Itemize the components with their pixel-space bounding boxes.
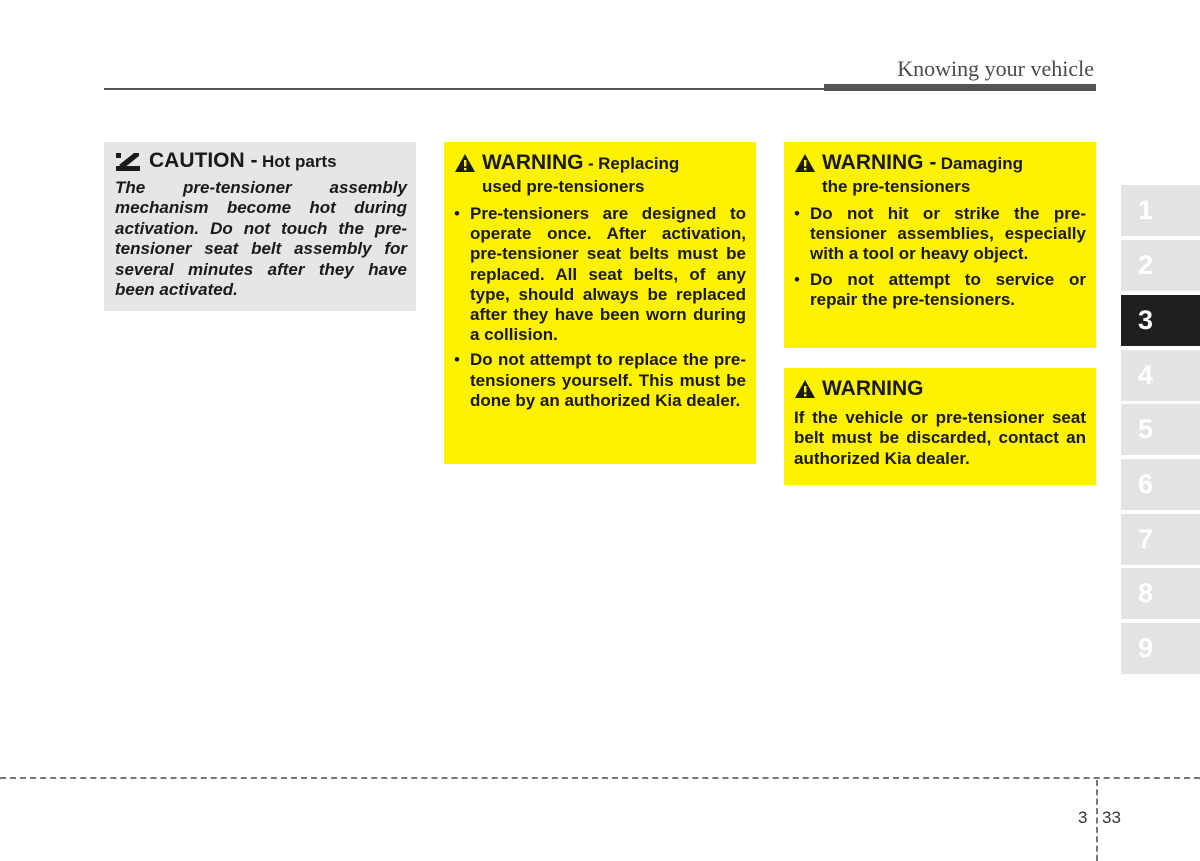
warning-replacing-dash: - [587, 154, 594, 173]
list-item: • Do not attempt to replace the pre-tensioners yourself. This must be done by an authorized Kia dealer. [454, 350, 746, 410]
caution-box [104, 142, 416, 311]
warning-discard-body: If the vehicle or pre-tensioner seat belt must be discarded, contact an authorized Kia dealer. [794, 408, 1086, 468]
warning-damaging-heading [794, 152, 1086, 198]
warning-discard-box [784, 368, 1096, 485]
warning-damaging-list [794, 204, 1086, 310]
warning-replacing-box [444, 142, 756, 464]
chapter-tab-3[interactable]: 3 [1121, 295, 1200, 346]
list-item: • Pre-tensioners are designed to operate once. After activation, pre-tensioner seat belts must be replaced. All seat belts, of any type, should always be replaced after they have been worn during a collision. [454, 204, 746, 345]
header-rule-accent [824, 84, 1096, 91]
chapter-tab-1[interactable]: 1 [1121, 185, 1200, 236]
warning-triangle-icon [454, 153, 476, 173]
pen-caution-icon [115, 152, 141, 172]
page-number: 33 [1102, 808, 1121, 827]
chapter-tab-7[interactable]: 7 [1121, 514, 1200, 565]
warning-replacing-subtitle-2: used pre-tensioners [482, 177, 645, 196]
header-rule [104, 88, 824, 90]
caution-heading [115, 150, 407, 174]
caution-body: The pre-tensioner assembly mechanism become hot during activation. Do not touch the pre-tensioner seat belt assembly for several minutes after they have been activated. [115, 178, 407, 300]
chapter-tab-2[interactable]: 2 [1121, 240, 1200, 291]
warning-replacing-list [454, 204, 746, 411]
warning-replacing-heading [454, 152, 746, 198]
footer-page-divider [1096, 780, 1098, 861]
caution-subtitle: Hot parts [261, 152, 337, 171]
list-item: • Do not attempt to service or repair the pre-tensioners. [794, 269, 1086, 309]
warning-discard-heading [794, 378, 1086, 402]
warning-triangle-icon [794, 153, 816, 173]
chapter-tab-5[interactable]: 5 [1121, 404, 1200, 455]
footer-divider [0, 777, 1200, 779]
warning-damaging-subtitle-2: the pre-tensioners [822, 177, 971, 196]
warning-triangle-icon [794, 379, 816, 399]
chapter-tab-6[interactable]: 6 [1121, 459, 1200, 510]
warning-replacing-subtitle: Replacing [598, 154, 680, 173]
chapter-tab-8[interactable]: 8 [1121, 568, 1200, 619]
warning-damaging-box [784, 142, 1096, 348]
list-item: • Do not hit or strike the pre-tensioner assemblies, especially with a tool or heavy object. [794, 204, 1086, 264]
caution-label: CAUTION - [149, 149, 258, 172]
page-chapter-number: 3 [1078, 808, 1088, 827]
warning-damaging-subtitle: Damaging [940, 154, 1023, 173]
warning-replacing-label: WARNING [482, 151, 584, 174]
chapter-tab-9[interactable]: 9 [1121, 623, 1200, 674]
chapter-tab-4[interactable]: 4 [1121, 350, 1200, 401]
warning-discard-label: WARNING [822, 377, 924, 400]
warning-damaging-label: WARNING - [822, 151, 937, 174]
header-title: Knowing your vehicle [897, 56, 1094, 81]
